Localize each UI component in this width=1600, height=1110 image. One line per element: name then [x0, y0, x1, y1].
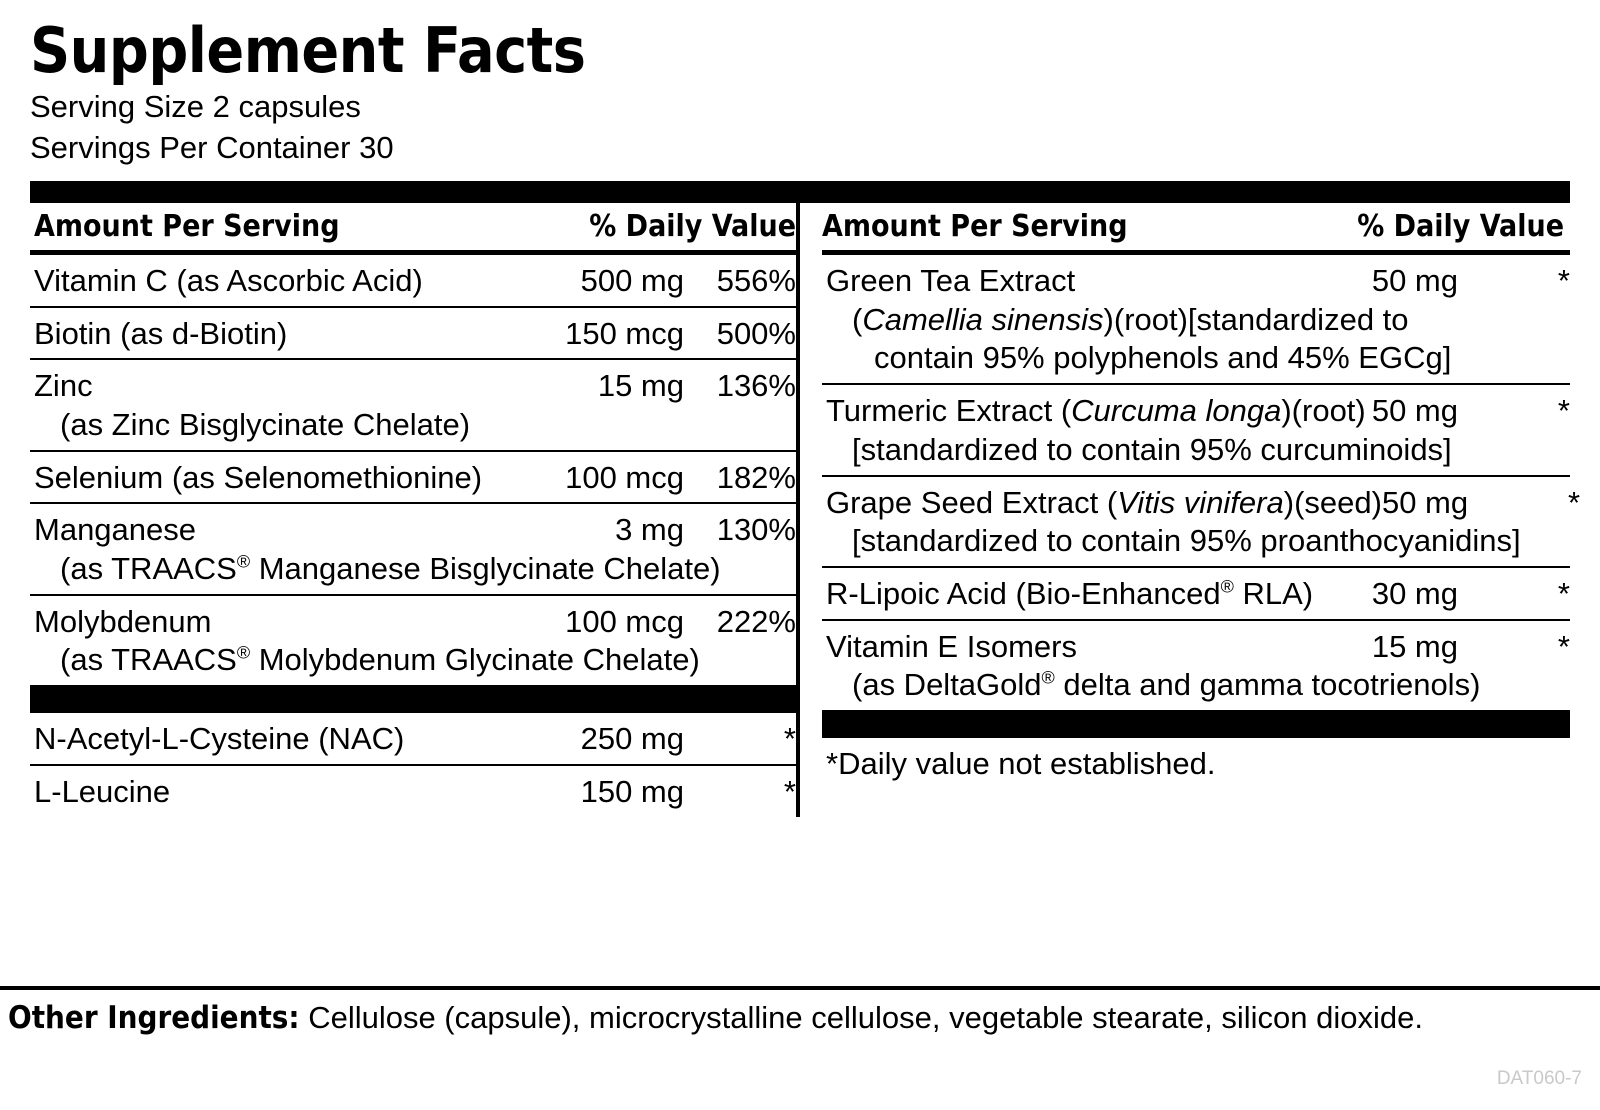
daily-value-footnote: *Daily value not established. [826, 746, 1216, 782]
ingredient-name: Green Tea Extract [826, 262, 1076, 298]
nutrient-name: Manganese [34, 512, 197, 548]
ingredient-name: R-Lipoic Acid (Bio-Enhanced® RLA) [826, 575, 1314, 611]
facts-columns [30, 203, 1581, 817]
nutrient-dv: 500% [716, 315, 796, 351]
ingredient-dv: * [1568, 484, 1581, 520]
ingredient-amount: 250 mg [580, 721, 684, 757]
right-column-header [822, 203, 1570, 250]
name-suffix: )(seed) [1283, 484, 1382, 520]
ingredient-name [822, 391, 1372, 431]
document-code: DAT060-7 [1496, 1068, 1582, 1089]
left-amount-header: Amount Per Serving [34, 208, 340, 244]
name-prefix: Grape Seed Extract ( [826, 484, 1118, 520]
ingredient-subtext-line2: [standardized to contain 95% proanthocyanidins] [852, 523, 1521, 559]
ingredient-subtext-line2: contain 95% polyphenols and 45% EGCg] [874, 340, 1452, 376]
nutrient-name: Selenium (as Selenomethionine) [34, 459, 483, 495]
ingredient-subtext-line2: [standardized to contain 95% curcuminoids] [852, 431, 1452, 467]
nutrient-amount: 15 mg [597, 368, 684, 404]
nutrient-name: Molybdenum [34, 603, 212, 639]
ingredient-amount: 50 mg [1381, 484, 1469, 520]
table-row [30, 308, 796, 361]
ingredient-amount: 50 mg [1371, 262, 1458, 298]
ingredient-subtext-line2: (as DeltaGold® delta and gamma tocotrienols) [852, 667, 1481, 703]
other-ingredients-text: Cellulose (capsule), microcrystalline cellulose, vegetable stearate, silicon dioxide. [308, 1000, 1423, 1035]
nutrient-amount: 100 mcg [565, 603, 684, 639]
nutrient-name: Biotin (as d-Biotin) [34, 315, 288, 351]
nutrient-name: Zinc [34, 368, 93, 404]
ingredient-dv: * [1557, 262, 1570, 298]
right-section-divider-bar [822, 712, 1570, 738]
ingredient-name [822, 483, 1382, 523]
servings-per-container: Servings Per Container 30 [30, 130, 394, 165]
nutrient-subtext: (as TRAACS® Molybdenum Glycinate Chelate) [60, 642, 700, 678]
table-row [30, 596, 796, 687]
nutrient-dv: 182% [716, 459, 796, 495]
ingredient-amount: 15 mg [1371, 628, 1458, 664]
right-dv-header: % Daily Value [1357, 208, 1564, 244]
other-ingredients [8, 1000, 1588, 1036]
nutrient-name: Vitamin C (as Ascorbic Acid) [34, 262, 423, 298]
table-row [822, 568, 1570, 621]
ingredient-dv: * [1557, 575, 1570, 611]
right-column [800, 203, 1581, 817]
table-row [30, 504, 796, 595]
table-row [30, 255, 796, 308]
nutrient-amount: 500 mg [580, 262, 684, 298]
nutrient-amount: 150 mcg [565, 315, 684, 351]
name-prefix: Turmeric Extract ( [826, 393, 1072, 429]
ingredient-dv: * [1557, 393, 1570, 429]
nutrient-amount: 3 mg [615, 512, 684, 548]
table-row [822, 477, 1581, 568]
table-row [30, 713, 796, 766]
left-dv-header: % Daily Value [589, 208, 796, 244]
sub-suffix: )(root)[standardized to [1103, 301, 1409, 337]
ingredient-name: L-Leucine [34, 773, 171, 809]
table-row [822, 621, 1570, 712]
right-amount-header: Amount Per Serving [822, 208, 1128, 244]
ingredient-amount: 50 mg [1371, 393, 1458, 429]
ingredient-amount: 150 mg [580, 773, 684, 809]
nutrient-amount: 100 mcg [565, 459, 684, 495]
nutrient-subtext: (as TRAACS® Manganese Bisglycinate Chelate) [60, 551, 721, 587]
table-row [822, 255, 1570, 385]
table-row [30, 766, 796, 817]
nutrient-dv: 556% [716, 262, 796, 298]
nutrient-dv: 136% [716, 368, 796, 404]
ingredient-subtext [822, 301, 1570, 340]
header-thick-rule [30, 181, 1570, 203]
other-ingredients-label: Other Ingredients: [8, 1000, 300, 1036]
table-row [30, 452, 796, 505]
name-suffix: )(root) [1281, 393, 1366, 429]
left-section-divider-bar [30, 687, 796, 713]
nutrient-dv: 130% [716, 512, 796, 548]
nutrient-dv: 222% [716, 603, 796, 639]
table-row [822, 385, 1570, 476]
ingredient-name: Vitamin E Isomers [826, 628, 1077, 664]
left-column-header [30, 203, 796, 250]
table-row [30, 360, 796, 451]
latin-name: Curcuma longa [1071, 393, 1282, 429]
panel-bottom-rule [0, 986, 1600, 990]
ingredient-dv: * [1557, 628, 1570, 664]
supplement-facts-panel [30, 14, 1581, 817]
page-title: Supplement Facts [30, 14, 586, 87]
latin-name: Camellia sinensis [862, 301, 1104, 337]
sub-prefix: ( [852, 301, 863, 337]
serving-size: Serving Size 2 capsules [30, 89, 361, 125]
ingredient-name: N-Acetyl-L-Cysteine (NAC) [34, 721, 405, 757]
ingredient-amount: 30 mg [1371, 575, 1458, 611]
nutrient-subtext: (as Zinc Bisglycinate Chelate) [60, 406, 471, 442]
left-column [30, 203, 800, 817]
latin-name: Vitis vinifera [1117, 484, 1284, 520]
ingredient-dv: * [783, 721, 796, 757]
ingredient-dv: * [783, 773, 796, 809]
